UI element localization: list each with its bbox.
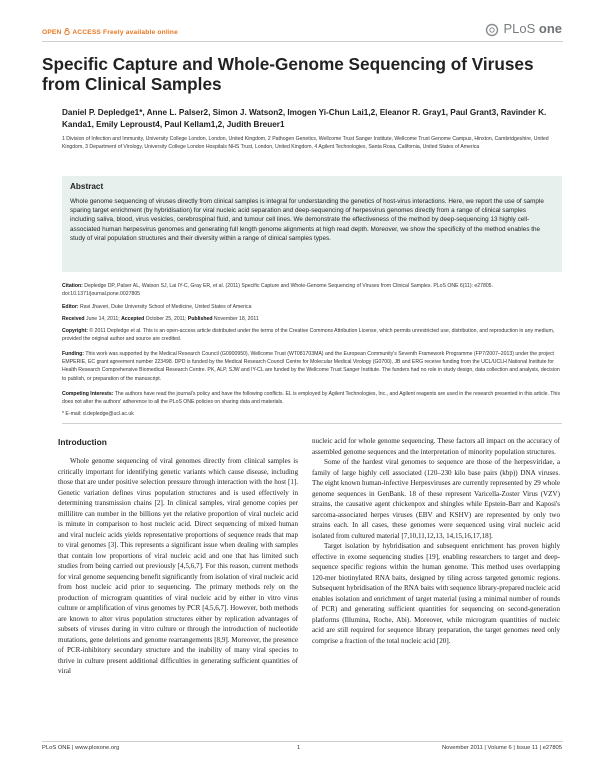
email-line[interactable] xyxy=(62,410,562,418)
author-list: Daniel P. Depledge1*, Anne L. Palser2, Simon J. Watson2, Imogen Yi-Chun Lai1,2, Eleanor R. Gray1, Paul Grant3, Ravinder K. Kanda1, Emily Leproust4, Paul Kellam1,2, Judith Breuer1 xyxy=(62,108,547,129)
open-access-label: OPEN xyxy=(42,29,62,36)
open-access-text: ACCESS Freely available online xyxy=(72,29,179,36)
footer-page-number: 1 xyxy=(297,745,301,751)
affiliations: 1 Division of Infection and Immunity, University College London, London, United Kingdom, 2 Pathogen Genetics, Wellcome Trust Sanger Institute, Wellcome Trust Genome Campus, Hinxton, Cambridgeshire, United Kingdom, 3 Department of Virology, University College London Hospitals NHS Trust, London, United Kingdom, 4 Agilent Technologies, Santa Rosa, California, United States of America xyxy=(62,136,549,151)
funding-text: This work was supported by the Medical Research Council (G0900950), Wellcome Trust (WT081703MA) and the European Community's Seventh Framework Programme (FP7/2007–2013) under the project EMPERIE, EC grant agreement number 223498. DPD is funded by the Medical Research Council Centre for Molecular Medical Virology (G0700), JB and ERG receive funding from the UCL/UCLH National Institute for Health Research Comprehensive Biomedical Research Centre. PK, ALP, SJW and IY-CL are funded by the Wellcome Trust Sanger Institute. The funders had no role in study design, data collection and analysis, decision to publish, or preparation of the manuscript. xyxy=(62,351,560,382)
abstract-heading: Abstract xyxy=(70,182,104,191)
footer-divider xyxy=(42,741,563,742)
funding-label: Funding: xyxy=(62,351,84,357)
editor-line xyxy=(62,303,562,311)
logo-plos-text: PLoS xyxy=(503,21,536,36)
citation-line xyxy=(62,282,562,298)
published-date: November 18, 2011 xyxy=(213,316,259,322)
open-access-banner xyxy=(42,28,178,36)
left-column xyxy=(58,456,298,677)
plos-one-logo[interactable] xyxy=(485,21,562,37)
abstract-text: Whole genome sequencing of viruses directly from clinical samples is integral for understanding the genetics of host-virus interactions. Here, we report the use of sample sparing target enrichment (by hybridisation) for viral nucleic acid separation and deep-sequencing of herpesvirus genomes directly from a range of clinical samples including saliva, blood, virus vesicles, cerebrospinal fluid, and tumour cell lines. We demonstrate the effectiveness of the method by deep-sequencing 13 highly cell-associated human herpesvirus genomes and generating full length genome alignments at high read depth. Moreover, we show the specificity of the method enables the study of viral population structures and their diversity within a range of clinical samples types. xyxy=(70,198,544,242)
published-label: Published xyxy=(187,316,213,322)
corresponding-email[interactable]: * E-mail: d.depledge@ucl.ac.uk xyxy=(62,411,134,417)
footer-journal: PLoS ONE | www.plosone.org xyxy=(42,745,120,751)
accepted-date: October 25, 2011; xyxy=(145,316,187,322)
competing-text: The authors have read the journal's policy and have the following conflicts. EL is employed by Agilent Technologies, Inc., and Agilent reagents are used in the research presented in this article. This does not alter the authors' adherence to all the PLoS ONE policies on sharing data and materials. xyxy=(62,391,561,406)
dates-line xyxy=(62,315,562,323)
copyright-text: © 2011 Depledge et al. This is an open-access article distributed under the terms of the Creative Commons Attribution License, which permits unrestricted use, distribution, and reproduction in any medium, provided the original author and source are credited. xyxy=(62,328,555,343)
logo-one-text: one xyxy=(538,21,562,36)
open-lock-icon xyxy=(64,28,70,35)
right-paragraph: nucleic acid for whole genome sequencing. These factors all impact on the accuracy of assembled genome sequences and the interpretation of minority population structures. xyxy=(312,437,560,456)
competing-label: Competing Interests: xyxy=(62,391,114,397)
left-paragraph: Whole genome sequencing of viral genomes directly from clinical samples is critically important for identifying genetic variants which cause disease, including those that are under positive selection pressure through interaction with the host [1]. Genetic variation defines virus population structures and is used effectively in determining transmission chains [2]. In clinical samples, viral genome copies per millilitre can number in the billions yet the relative proportion of viral nucleic acid is minute in comparison to host nucleic acid. Direct sequencing of mixed human and viral nucleic acids yields representative proportions of sequence reads that map to viral genomes [3]. This represents a significant issue when dealing with samples that contain low proportions of viral nucleic acid and one that has limited such studies from being carried out previously [4,5,6,7]. For this reason, current methods for viral genome sequencing benefit significantly from isolation of viral nucleic acid from host nucleic acid prior to sequencing. The primary methods rely on the production of microgram quantities of viral nucleic acid by either in vitro virus culture or amplification of virus genomes by PCR [4,5,6,7]. However, both methods are known to alter virus population structures either by replication advantages of subsets of viruses during in vitro culture or through the introduction of nucleotide mutations, gene deletions and genome rearrangements [8,9]. Moreover, the presence of PCR-inhibitory secondary structure and the inability of many viral species to thrive in culture present additional difficulties in generating sufficient quantities of viral xyxy=(58,457,298,675)
right-column xyxy=(312,436,560,646)
article-title: Specific Capture and Whole-Genome Sequencing of Viruses from Clinical Samples xyxy=(42,54,534,94)
accepted-label: Accepted xyxy=(121,316,145,322)
body-divider xyxy=(62,423,562,424)
editor-text: Ravi Jhaveri, Duke University School of Medicine, United States of America xyxy=(80,304,252,310)
footer-issue: November 2011 | Volume 6 | Issue 11 | e27805 xyxy=(442,745,562,751)
citation-text: Depledge DP, Palser AL, Watson SJ, Lai IY-C, Gray ER, et al. (2011) Specific Capture and Whole-Genome Sequencing of Viruses from Clinical Samples. PLoS ONE 6(11): e27805. doi:10.1371/journal.pone.0027805 xyxy=(62,283,493,298)
copyright-line xyxy=(62,327,562,343)
header-divider xyxy=(42,41,563,42)
right-paragraph: Target isolation by hybridisation and subsequent enrichment has proven highly effective in exome sequencing studies [19], enabling researchers to target and deep-sequence specific regions within the human genome. This method uses overlapping 120-mer biotinylated RNA baits, designed by tiling across targeted genomic regions. Subsequent hybridisation of the RNA baits with sequence library-prepared nucleic acid enables isolation and enrichment of target material (using a minimal number of rounds of PCR) and generating sufficient quantities for sequencing on second-generation platforms (Illumina, Roche, Abi). Moreover, while microgram quantities of nucleic acid are still required for sequence library preparation, the target genomes need only comprise a fraction of the total nucleic acid [20]. xyxy=(312,542,560,645)
competing-interests-line xyxy=(62,390,562,406)
received-date: June 14, 2011; xyxy=(86,316,120,322)
copyright-label: Copyright: xyxy=(62,328,88,334)
plos-swirl-icon xyxy=(485,23,499,37)
funding-line xyxy=(62,350,562,383)
abstract-box xyxy=(62,176,562,272)
right-paragraph: Some of the hardest viral genomes to sequence are those of the herpesviridae, a family of large highly cell associated (120–230 kilo base pairs (kbp)) DNA viruses. The eight known human-infective Herpesviruses are currently represented by 29 whole genome sequences in GenBank. 18 of these represent Varicella-Zoster Virus (VZV) strains, the causative agent chickenpox and shingles while Epstein-Barr and Kaposi's sarcoma-associated herpes viruses (EBV and KSHV) are represented by only two strains each. In all cases, these genomes were sequenced using viral nucleic acid isolated from cultured material [7,10,11,12,13, 14,15,16,17,18]. xyxy=(312,458,560,540)
received-label: Received xyxy=(62,316,85,322)
introduction-heading: Introduction xyxy=(58,437,107,447)
journal-header xyxy=(42,21,562,45)
citation-label: Citation: xyxy=(62,283,83,289)
editor-label: Editor: xyxy=(62,304,79,310)
